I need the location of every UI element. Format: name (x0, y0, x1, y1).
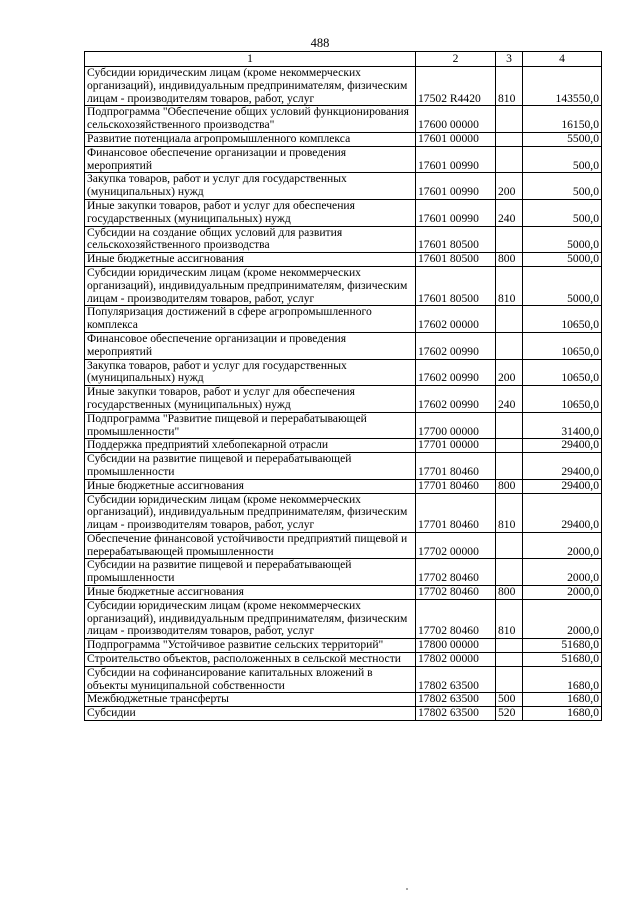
row-sum-cell: 500,0 (523, 146, 602, 173)
header-col-2: 2 (416, 52, 496, 67)
row-type-cell (496, 666, 523, 693)
row-name-cell: Субсидии юридическим лицам (кроме некоммерческих организаций), индивидуальным предпринимателям, физическим лицам - производителям товаров, работ, услуг (85, 266, 416, 305)
row-type-cell: 800 (496, 586, 523, 600)
row-type-cell: 800 (496, 479, 523, 493)
table-row (85, 479, 602, 493)
row-name-cell: Популяризация достижений в сфере агропромышленного комплекса (85, 306, 416, 333)
row-sum-cell: 31400,0 (523, 412, 602, 439)
row-type-cell: 240 (496, 386, 523, 413)
row-code-cell: 17502 R4420 (416, 67, 496, 106)
row-sum-cell: 10650,0 (523, 332, 602, 359)
row-name-cell: Закупка товаров, работ и услуг для государственных (муниципальных) нужд (85, 173, 416, 200)
table-row (85, 386, 602, 413)
row-code-cell: 17701 80460 (416, 453, 496, 480)
row-sum-cell: 10650,0 (523, 359, 602, 386)
row-code-cell: 17602 00000 (416, 306, 496, 333)
row-name-cell: Иные бюджетные ассигнования (85, 479, 416, 493)
row-code-cell: 17701 00000 (416, 439, 496, 453)
row-type-cell (496, 453, 523, 480)
row-type-cell (496, 532, 523, 559)
table-row (85, 439, 602, 453)
row-type-cell (496, 132, 523, 146)
row-code-cell: 17800 00000 (416, 639, 496, 653)
row-type-cell (496, 439, 523, 453)
row-name-cell: Субсидии на создание общих условий для развития сельскохозяйственного производства (85, 226, 416, 253)
row-code-cell: 17601 00990 (416, 199, 496, 226)
row-sum-cell: 29400,0 (523, 453, 602, 480)
row-type-cell: 810 (496, 493, 523, 532)
row-type-cell (496, 559, 523, 586)
row-code-cell: 17702 80460 (416, 586, 496, 600)
row-type-cell: 200 (496, 359, 523, 386)
row-name-cell: Иные закупки товаров, работ и услуг для обеспечения государственных (муниципальных) нужд (85, 386, 416, 413)
row-name-cell: Иные закупки товаров, работ и услуг для обеспечения государственных (муниципальных) нужд (85, 199, 416, 226)
table-row (85, 412, 602, 439)
table-row (85, 132, 602, 146)
row-sum-cell: 1680,0 (523, 693, 602, 707)
row-name-cell: Строительство объектов, расположенных в сельской местности (85, 653, 416, 667)
row-sum-cell: 2000,0 (523, 586, 602, 600)
row-code-cell: 17602 00990 (416, 359, 496, 386)
row-sum-cell: 51680,0 (523, 653, 602, 667)
row-name-cell: Иные бюджетные ассигнования (85, 586, 416, 600)
row-name-cell: Межбюджетные трансферты (85, 693, 416, 707)
row-code-cell: 17802 63500 (416, 707, 496, 721)
row-code-cell: 17601 80500 (416, 266, 496, 305)
row-type-cell: 810 (496, 599, 523, 638)
row-type-cell: 200 (496, 173, 523, 200)
header-col-4: 4 (523, 52, 602, 67)
table-row (85, 67, 602, 106)
table-row (85, 639, 602, 653)
row-code-cell: 17802 63500 (416, 693, 496, 707)
row-sum-cell: 2000,0 (523, 599, 602, 638)
row-name-cell: Развитие потенциала агропромышленного комплекса (85, 132, 416, 146)
table-row (85, 693, 602, 707)
table-header-row (85, 52, 602, 67)
row-name-cell: Поддержка предприятий хлебопекарной отрасли (85, 439, 416, 453)
row-code-cell: 17600 00000 (416, 106, 496, 133)
table-row (85, 199, 602, 226)
row-sum-cell: 5000,0 (523, 253, 602, 267)
table-row (85, 146, 602, 173)
row-type-cell: 810 (496, 266, 523, 305)
row-sum-cell: 10650,0 (523, 306, 602, 333)
row-name-cell: Закупка товаров, работ и услуг для государственных (муниципальных) нужд (85, 359, 416, 386)
row-sum-cell: 51680,0 (523, 639, 602, 653)
row-sum-cell: 29400,0 (523, 493, 602, 532)
row-type-cell (496, 226, 523, 253)
row-type-cell: 800 (496, 253, 523, 267)
row-code-cell: 17601 00990 (416, 146, 496, 173)
table-row (85, 586, 602, 600)
row-code-cell: 17601 00990 (416, 173, 496, 200)
row-sum-cell: 500,0 (523, 173, 602, 200)
row-name-cell: Субсидии на развитие пищевой и перерабатывающей промышленности (85, 453, 416, 480)
table-row (85, 332, 602, 359)
table-row (85, 453, 602, 480)
row-code-cell: 17601 80500 (416, 226, 496, 253)
row-name-cell: Подпрограмма "Устойчивое развитие сельских территорий" (85, 639, 416, 653)
row-type-cell: 240 (496, 199, 523, 226)
row-name-cell: Подпрограмма "Развитие пищевой и перерабатывающей промышленности" (85, 412, 416, 439)
row-sum-cell: 5000,0 (523, 266, 602, 305)
row-name-cell: Субсидии (85, 707, 416, 721)
table-row (85, 653, 602, 667)
row-code-cell: 17702 80460 (416, 559, 496, 586)
row-type-cell (496, 412, 523, 439)
table-row (85, 559, 602, 586)
table-row (85, 599, 602, 638)
row-name-cell: Обеспечение финансовой устойчивости предприятий пищевой и перерабатывающей промышленности (85, 532, 416, 559)
row-sum-cell: 16150,0 (523, 106, 602, 133)
row-name-cell: Подпрограмма "Обеспечение общих условий функционирования сельскохозяйственного производства" (85, 106, 416, 133)
row-name-cell: Финансовое обеспечение организации и проведения мероприятий (85, 332, 416, 359)
row-code-cell: 17702 00000 (416, 532, 496, 559)
row-code-cell: 17602 00990 (416, 386, 496, 413)
row-name-cell: Субсидии юридическим лицам (кроме некоммерческих организаций), индивидуальным предпринимателям, физическим лицам - производителям товаров, работ, услуг (85, 599, 416, 638)
row-code-cell: 17802 00000 (416, 653, 496, 667)
row-sum-cell: 29400,0 (523, 479, 602, 493)
table-row (85, 359, 602, 386)
row-name-cell: Иные бюджетные ассигнования (85, 253, 416, 267)
table-row (85, 226, 602, 253)
row-code-cell: 17602 00990 (416, 332, 496, 359)
budget-table (84, 51, 602, 721)
row-type-cell (496, 146, 523, 173)
row-type-cell (496, 306, 523, 333)
row-code-cell: 17601 80500 (416, 253, 496, 267)
table-row (85, 106, 602, 133)
table-row (85, 493, 602, 532)
header-col-1: 1 (85, 52, 416, 67)
row-type-cell (496, 106, 523, 133)
row-sum-cell: 500,0 (523, 199, 602, 226)
table-body (85, 67, 602, 721)
row-code-cell: 17702 80460 (416, 599, 496, 638)
row-name-cell: Субсидии юридическим лицам (кроме некоммерческих организаций), индивидуальным предпринимателям, физическим лицам - производителям товаров, работ, услуг (85, 493, 416, 532)
row-code-cell: 17601 00000 (416, 132, 496, 146)
table-row (85, 707, 602, 721)
table-row (85, 173, 602, 200)
row-code-cell: 17701 80460 (416, 479, 496, 493)
row-sum-cell: 2000,0 (523, 532, 602, 559)
table-row (85, 266, 602, 305)
row-code-cell: 17700 00000 (416, 412, 496, 439)
row-type-cell (496, 332, 523, 359)
row-type-cell: 500 (496, 693, 523, 707)
row-sum-cell: 2000,0 (523, 559, 602, 586)
header-col-3: 3 (496, 52, 523, 67)
row-sum-cell: 1680,0 (523, 707, 602, 721)
table-row (85, 666, 602, 693)
row-sum-cell: 5500,0 (523, 132, 602, 146)
table-row (85, 532, 602, 559)
row-sum-cell: 1680,0 (523, 666, 602, 693)
row-type-cell (496, 653, 523, 667)
row-code-cell: 17701 80460 (416, 493, 496, 532)
row-code-cell: 17802 63500 (416, 666, 496, 693)
row-sum-cell: 29400,0 (523, 439, 602, 453)
row-sum-cell: 10650,0 (523, 386, 602, 413)
table-row (85, 306, 602, 333)
row-type-cell (496, 639, 523, 653)
scan-speck (406, 888, 408, 890)
row-name-cell: Финансовое обеспечение организации и проведения мероприятий (85, 146, 416, 173)
row-sum-cell: 143550,0 (523, 67, 602, 106)
row-type-cell: 810 (496, 67, 523, 106)
row-type-cell: 520 (496, 707, 523, 721)
table-row (85, 253, 602, 267)
row-name-cell: Субсидии юридическим лицам (кроме некоммерческих организаций), индивидуальным предпринимателям, физическим лицам - производителям товаров, работ, услуг (85, 67, 416, 106)
row-name-cell: Субсидии на софинансирование капитальных вложений в объекты муниципальной собственности (85, 666, 416, 693)
row-name-cell: Субсидии на развитие пищевой и перерабатывающей промышленности (85, 559, 416, 586)
page-number: 488 (310, 36, 330, 50)
row-sum-cell: 5000,0 (523, 226, 602, 253)
